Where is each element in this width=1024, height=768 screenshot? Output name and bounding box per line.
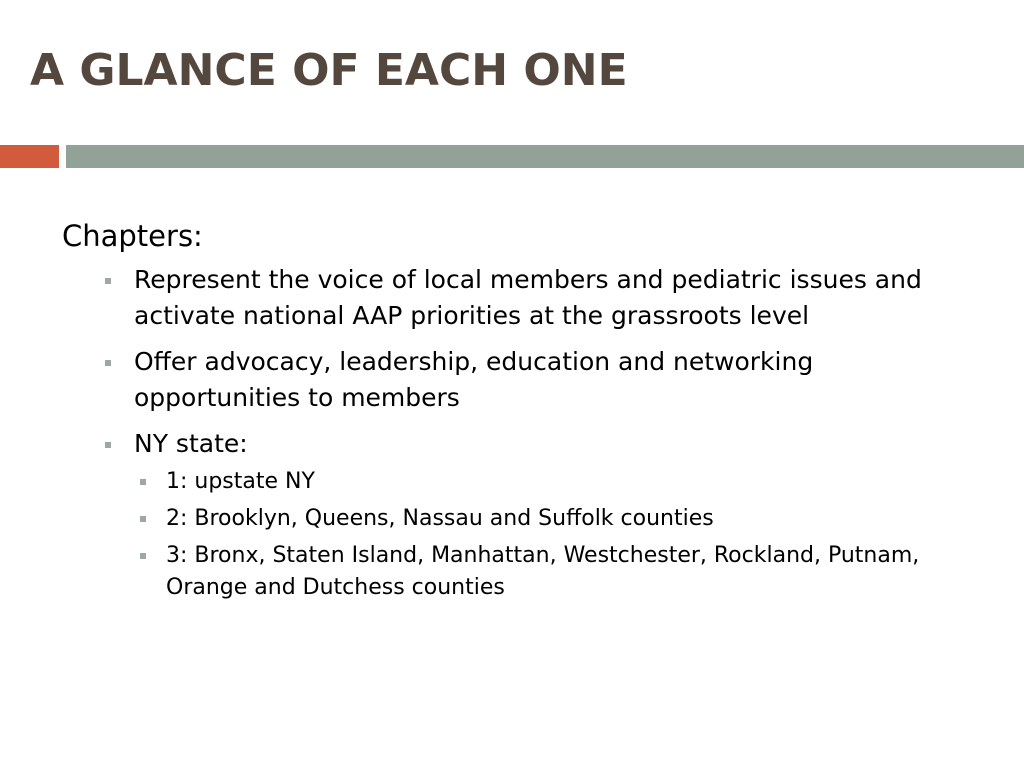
bullet-text: NY state: [134,429,248,458]
square-bullet-icon [105,442,111,448]
bullet-text: Offer advocacy, leadership, education and networking opportunities to members [134,347,814,412]
square-bullet-icon [140,479,146,485]
sub-bullet-item [166,466,982,498]
square-bullet-icon [140,516,146,522]
slide-title: A GLANCE OF EACH ONE [30,45,628,96]
sub-bullet-text: 2: Brooklyn, Queens, Nassau and Suffolk counties [166,506,714,531]
sub-bullet-item [166,503,982,535]
sub-bullet-text: 3: Bronx, Staten Island, Manhattan, Westchester, Rockland, Putnam, Orange and Dutchess counties [166,543,920,600]
accent-bar [0,145,59,168]
slide-body [62,214,982,614]
square-bullet-icon [105,360,111,366]
sub-bullet-text: 1: upstate NY [166,469,315,494]
square-bullet-icon [105,278,111,284]
bullet-item [134,262,982,334]
title-rule-bar [66,145,1024,168]
bullet-text: Represent the voice of local members and pediatric issues and activate national AAP priorities at the grassroots level [134,265,922,330]
sub-bullet-item [166,540,982,604]
bullet-item [134,344,982,416]
bullet-list [62,262,982,604]
chapters-heading: Chapters: [62,219,203,253]
square-bullet-icon [140,553,146,559]
bullet-item [134,426,982,604]
sub-bullet-list [134,466,982,604]
